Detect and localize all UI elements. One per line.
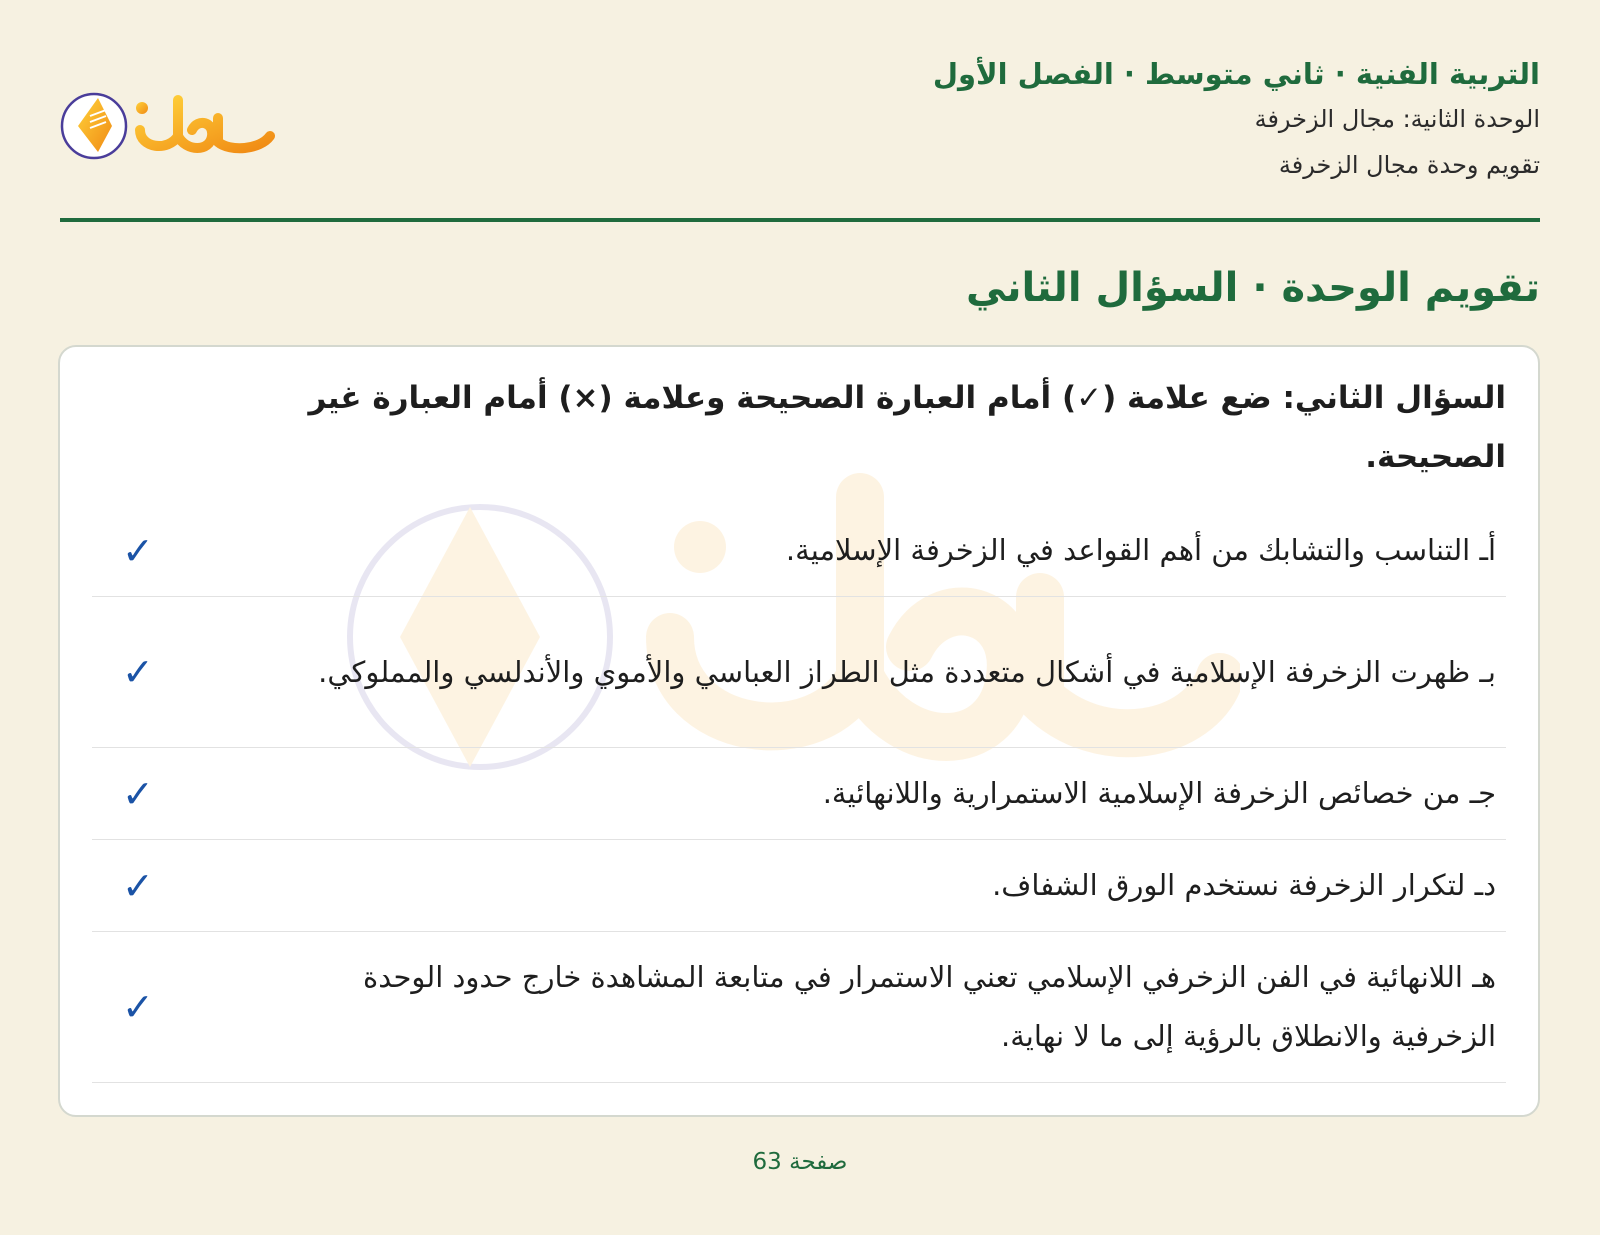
statement-text: بـ ظهرت الزخرفة الإسلامية في أشكال متعددة مثل الطراز العباسي والأموي والأندلسي والمملوكي. [318,654,1496,689]
check-mark-icon: ✓ [122,863,154,908]
hulul-logo-icon [60,78,280,162]
check-mark-icon: ✓ [122,771,154,816]
hulul-logo [60,78,280,162]
header-divider [60,218,1540,222]
check-mark-icon: ✓ [122,650,154,694]
check-mark-icon: ✓ [122,528,154,573]
page-number: صفحة 63 [752,1149,848,1175]
unit-title: الوحدة الثانية: مجال الزخرفة [1254,105,1540,133]
question-card [58,345,1540,1117]
statement-item [92,932,1506,1083]
question-title: السؤال الثاني: ضع علامة (✓) أمام العبارة الصحيحة وعلامة (×) أمام العبارة غير الصحيحة. [308,380,1506,475]
statement-item [92,597,1506,748]
lesson-title: تقويم وحدة مجال الزخرفة [1278,151,1540,179]
statement-text: دـ لتكرار الزخرفة نستخدم الورق الشفاف. [992,868,1496,902]
statement-item [92,840,1506,932]
section-title: تقويم الوحدة · السؤال الثاني [965,265,1540,311]
statement-text: أـ التناسب والتشابك من أهم القواعد في الزخرفة الإسلامية. [785,533,1496,567]
page-header [60,52,1540,222]
header-text [933,52,1540,188]
statement-item [92,505,1506,597]
statement-item [92,748,1506,840]
statement-text: جـ من خصائص الزخرفة الإسلامية الاستمرارية واللانهائية. [822,776,1496,810]
statement-list [92,505,1506,1083]
check-mark-icon: ✓ [122,985,154,1029]
subject-title: التربية الفنية · ثاني متوسط · الفصل الأول [932,57,1540,91]
statement-text: هـ اللانهائية في الفن الزخرفي الإسلامي تعني الاستمرار في متابعة المشاهدة خارج حدود الوحدة الزخرفية والانطلاق بالرؤية إلى ما لا نهاية. [363,960,1496,1053]
